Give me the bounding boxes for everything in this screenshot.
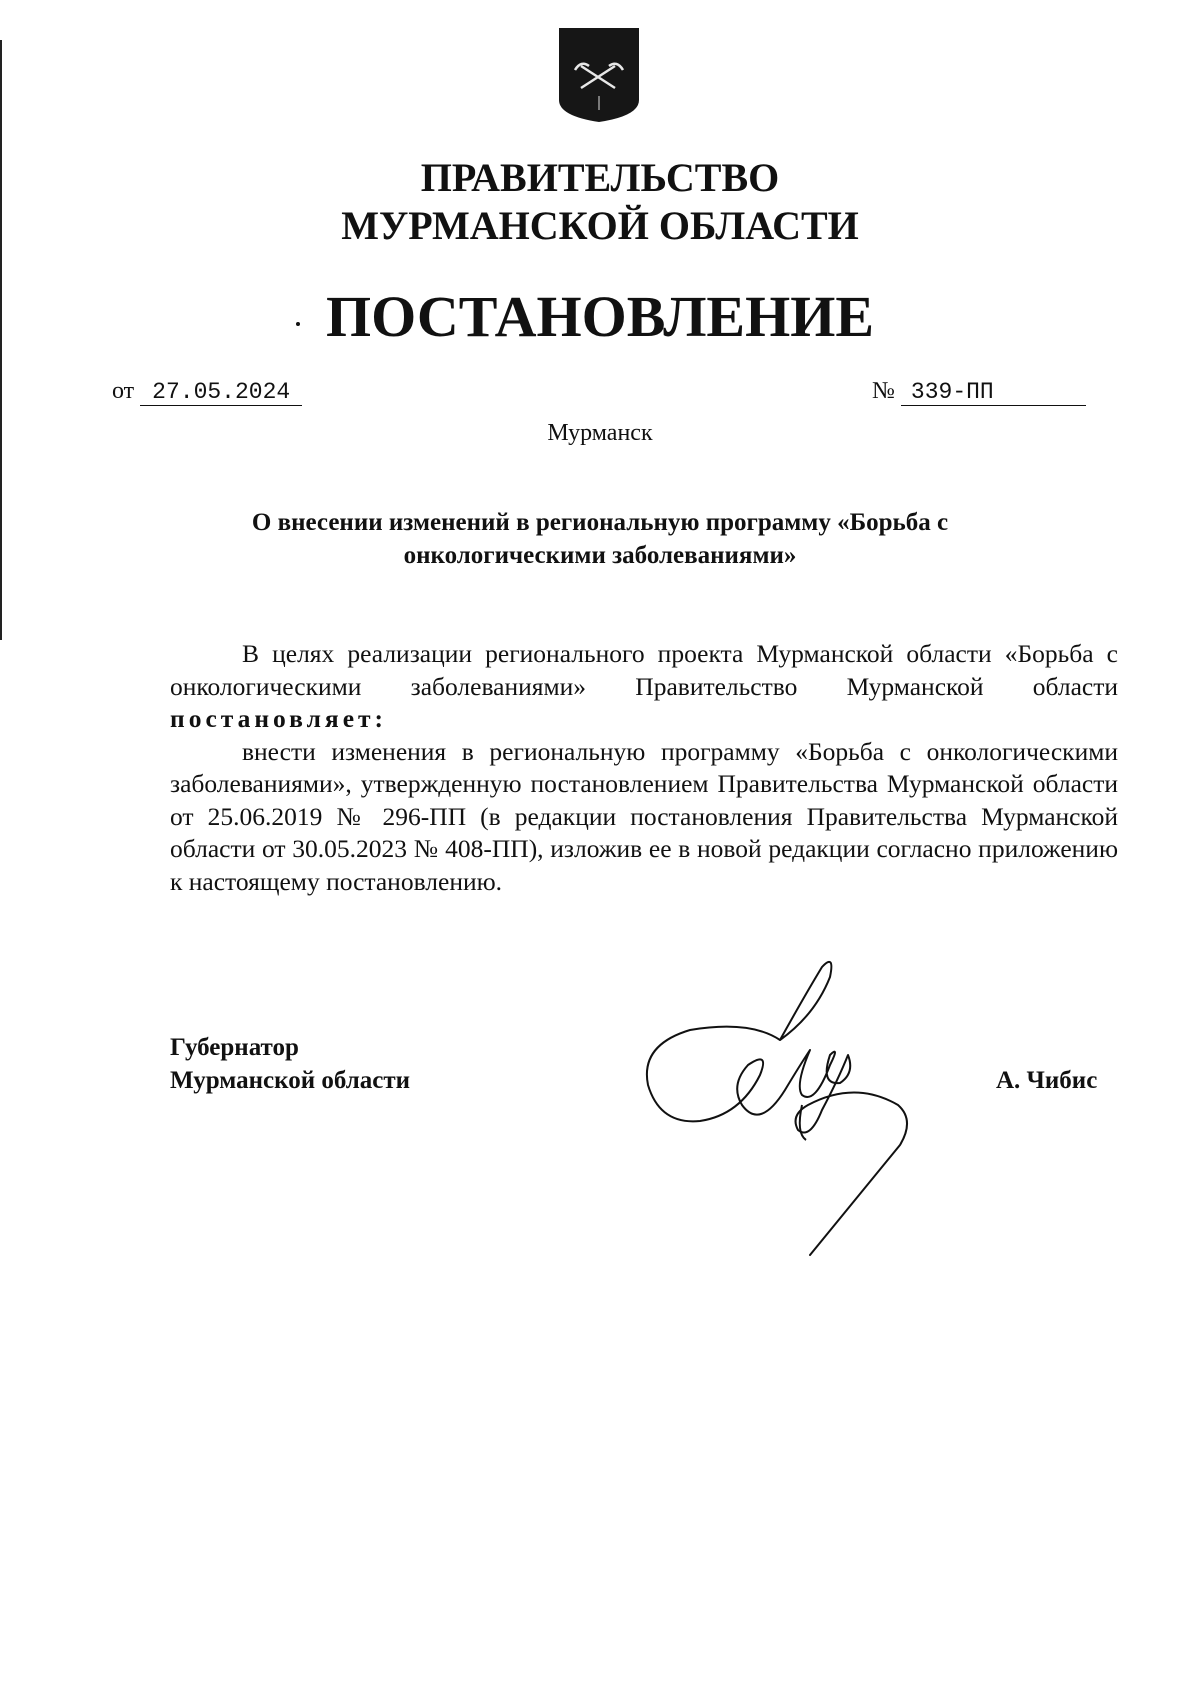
document-type-heading: ПОСТАНОВЛЕНИЕ [325,284,875,349]
body-paragraph-1-text: В целях реализации регионального проекта Мурманской области «Борьба с онкологическими заболеваниями» Правительство Мурманской области [170,639,1118,701]
government-name-line1: ПРАВИТЕЛЬСТВО [420,155,780,200]
subject-line1: О внесении изменений в региональную программу «Борьба с [251,509,949,536]
body-paragraph-2: внести изменения в региональную программу «Борьба с онкологическими заболеваниями», утвержденную постановлением Правительства Мурманской области от 25.06.2019 № 296-ПП (в редакции постановления Правительства Мурманской области от 30.05.2023 № 408-ПП), изложив ее в новой редакции согласно приложению к настоящему постановлению. [170,736,1118,896]
city-name: Мурманск [547,420,653,446]
body-paragraph-1 [170,638,1118,736]
signer-position-line2: Мурманской области [170,1067,411,1094]
document-date [112,378,302,406]
government-name [0,154,1200,250]
signer-name: А. Чибис [996,1067,1098,1094]
date-prefix: от [112,378,135,404]
document-body [170,638,1118,898]
signer-position-line1: Губернатор [170,1034,299,1061]
signer-position [170,1031,410,1097]
number-value: 339-ПП [901,379,1086,406]
date-value: 27.05.2024 [140,379,302,406]
document-subject [200,506,1000,572]
government-name-line2: МУРМАНСКОЙ ОБЛАСТИ [341,203,859,248]
number-prefix: № [872,378,895,404]
coat-of-arms-emblem [557,26,641,124]
document-number [872,378,1086,406]
handwritten-signature [630,955,930,1275]
subject-line2: онкологическими заболеваниями» [403,542,797,569]
resolves-keyword: постановляет: [170,704,388,733]
